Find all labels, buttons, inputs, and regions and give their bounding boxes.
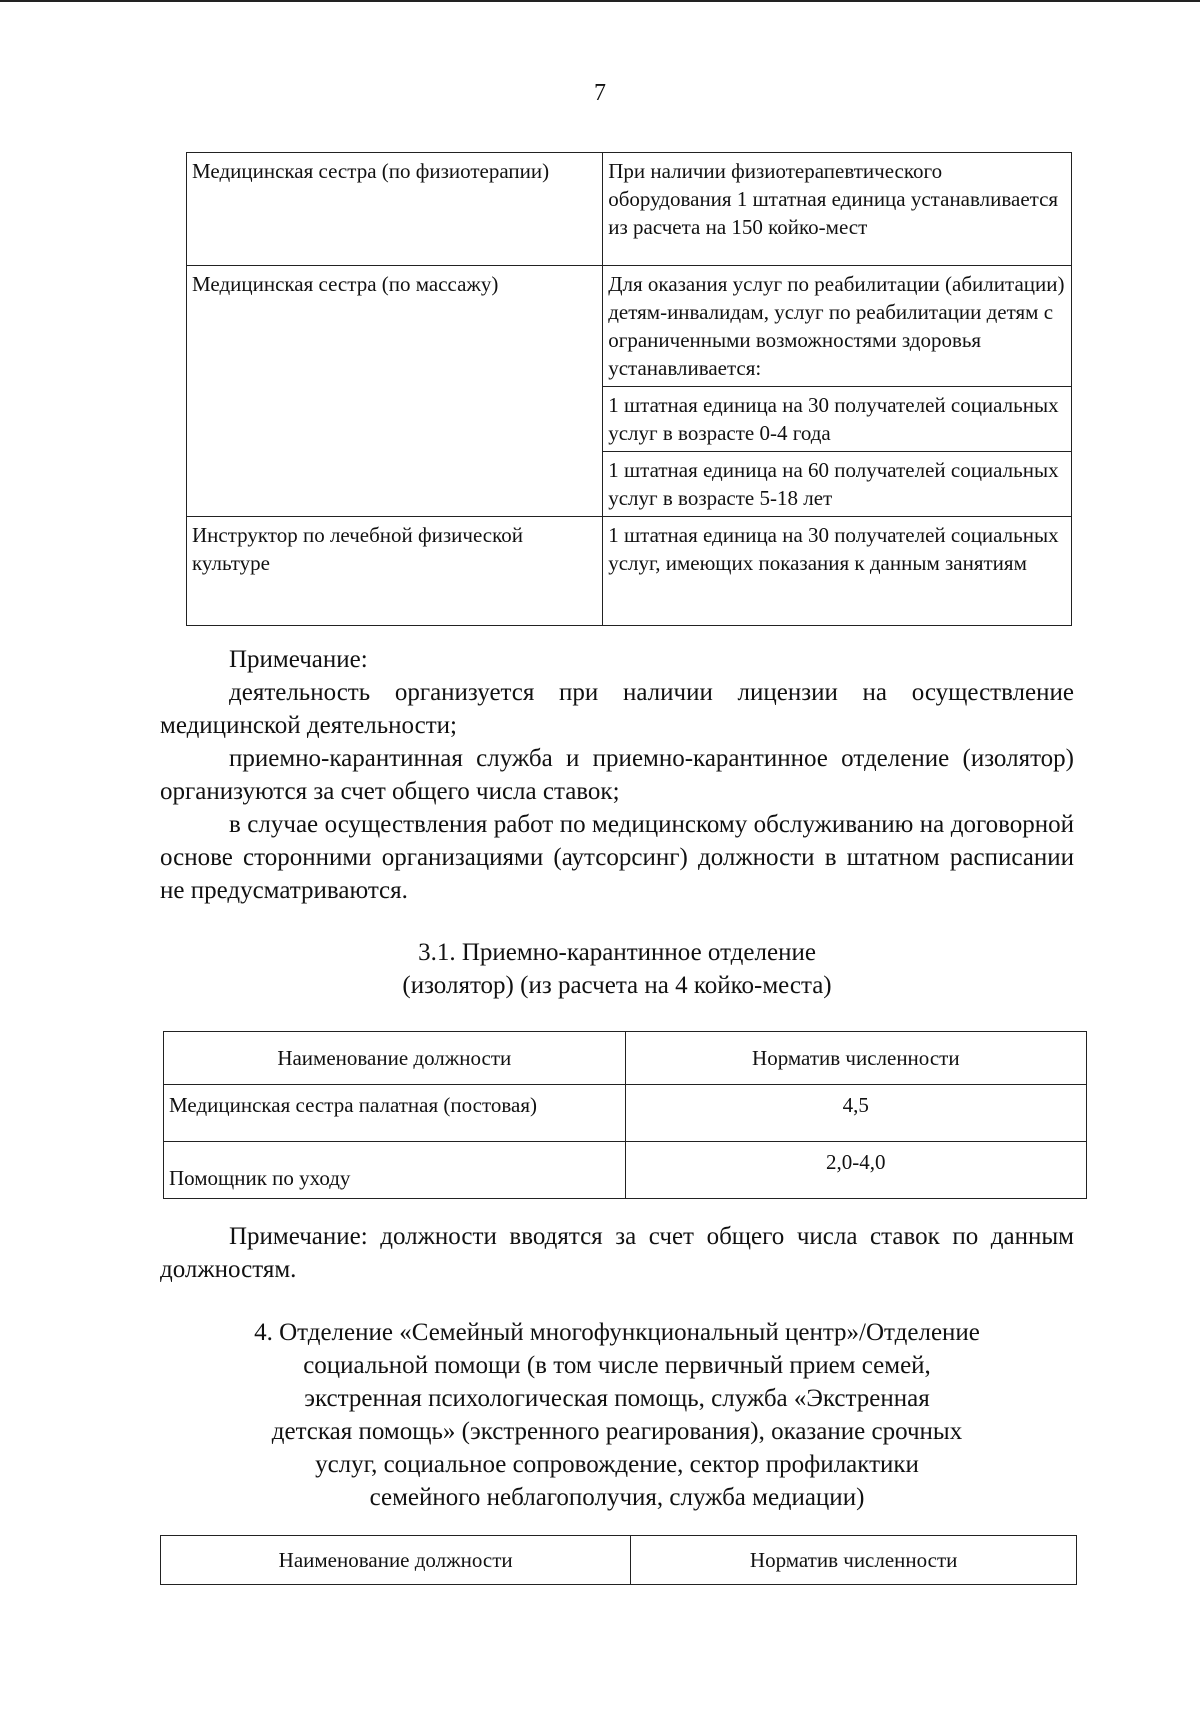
family-center-table [160, 1535, 1077, 1585]
section-3-1-title [160, 936, 1074, 1002]
column-header: Наименование должности [164, 1032, 626, 1085]
note-paragraph: Примечание: должности вводятся за счет общего числа ставок по данным должностям. [160, 1223, 1074, 1283]
section-title-line: 4. Отделение «Семейный многофункциональный центр»/Отделение [254, 1319, 980, 1346]
note-block [160, 1220, 1074, 1286]
table-row [187, 266, 1072, 387]
table-header-row [161, 1536, 1077, 1585]
note-paragraph: приемно-карантинная служба и приемно-карантинное отделение (изолятор) организуются за счет общего числа ставок; [160, 745, 1074, 805]
norm-cell: 1 штатная единица на 60 получателей социальных услуг в возрасте 5-18 лет [603, 452, 1072, 517]
norm-cell: Для оказания услуг по реабилитации (абилитации) детям-инвалидам, услуг по реабилитации детям с ограниченными возможностями здоровья устанавливается: [603, 266, 1072, 387]
section-title-line: социальной помощи (в том числе первичный прием семей, [303, 1352, 931, 1379]
norm-cell: 2,0-4,0 [625, 1142, 1086, 1199]
section-title-line: 3.1. Приемно-карантинное отделение [418, 939, 816, 966]
position-cell: Помощник по уходу [164, 1142, 626, 1199]
section-title-line: детская помощь» (экстренного реагирования), оказание срочных [271, 1418, 963, 1445]
quarantine-table [163, 1031, 1087, 1199]
note-paragraph: деятельность организуется при наличии лицензии на осуществление медицинской деятельности; [160, 679, 1074, 739]
table-header-row [164, 1032, 1087, 1085]
column-header: Норматив численности [625, 1032, 1086, 1085]
section-title-line: семейного неблагополучия, служба медиации) [369, 1484, 865, 1511]
note-paragraph: в случае осуществления работ по медицинскому обслуживанию на договорной основе сторонними организациями (аутсорсинг) должности в штатном расписании не предусматриваются. [160, 811, 1074, 904]
position-cell: Инструктор по лечебной физической культуре [187, 517, 603, 626]
section-title-line: (изолятор) (из расчета на 4 койко-места) [402, 972, 832, 999]
norm-cell: При наличии физиотерапевтического оборудования 1 штатная единица устанавливается из расчета на 150 койко-мест [603, 153, 1072, 266]
column-header: Наименование должности [161, 1536, 631, 1585]
position-cell: Медицинская сестра палатная (постовая) [164, 1085, 626, 1142]
note-block [160, 643, 1074, 907]
note-title: Примечание: [229, 646, 368, 673]
page-number: 7 [594, 80, 606, 106]
staff-norms-table [186, 152, 1072, 626]
norm-cell: 4,5 [625, 1085, 1086, 1142]
column-header: Норматив численности [631, 1536, 1077, 1585]
table-row [187, 517, 1072, 626]
table-row [164, 1085, 1087, 1142]
table-row [187, 153, 1072, 266]
position-cell: Медицинская сестра (по физиотерапии) [187, 153, 603, 266]
position-cell: Медицинская сестра (по массажу) [187, 266, 603, 517]
section-title-line: услуг, социальное сопровождение, сектор профилактики [315, 1451, 919, 1478]
table-row [164, 1142, 1087, 1199]
norm-cell: 1 штатная единица на 30 получателей социальных услуг, имеющих показания к данным занятиям [603, 517, 1072, 626]
norm-cell: 1 штатная единица на 30 получателей социальных услуг в возрасте 0-4 года [603, 387, 1072, 452]
section-4-title [160, 1316, 1074, 1514]
section-title-line: экстренная психологическая помощь, служба «Экстренная [304, 1385, 930, 1412]
page-top-edge [0, 0, 1200, 2]
